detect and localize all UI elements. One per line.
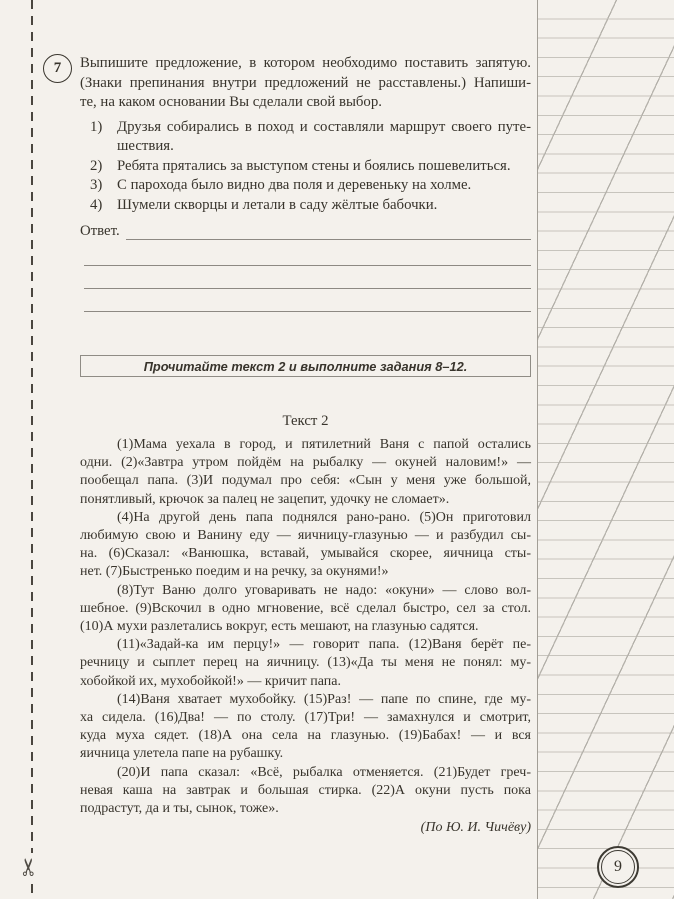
- text-line: (8)Тут Ваню долго уговаривать не надо: «окуни» — слово вол-: [117, 582, 531, 598]
- text-line: (4)На другой день папа поднялся рано-рано. (5)Он приготовил: [117, 509, 531, 525]
- text-line: (Знаки препинания внутри предложений не расставлены.) Напиши-: [80, 74, 531, 91]
- paragraph: [80, 691, 531, 764]
- option-row: [80, 157, 531, 177]
- options-list: [80, 118, 531, 216]
- instruction-box: [80, 355, 531, 377]
- task-prompt: [80, 54, 531, 113]
- text-line: Выпишите предложение, в котором необходимо поставить запятую.: [80, 55, 531, 71]
- text-line: хобойкой их, мухобойкой!» — кричит папа.: [80, 673, 342, 689]
- option-number: 3): [90, 177, 103, 193]
- text-line: те, на каком основании Вы сделали свой выбор.: [80, 94, 382, 110]
- text-line: ха сидела. (16)Два! — по столу. (17)Три! — замахнулся и смотрит,: [80, 710, 531, 726]
- cut-line: [31, 0, 33, 853]
- option-row: [80, 196, 531, 216]
- text-line: (10)А мухи разлетались вокруг, есть мешают, на глазунью садятся.: [80, 619, 479, 635]
- text-line: шебное. (9)Вскочил в одно мгновение, всё сделал быстро, сел за стол.: [80, 600, 531, 616]
- text-line: Ребята прятались за выступом стены и боялись пошевелиться.: [117, 157, 511, 174]
- option-number: 2): [90, 157, 103, 174]
- text-line: подрастут, да и ты, сынок, тоже».: [80, 801, 279, 817]
- option-row: [80, 118, 531, 157]
- cut-line: [31, 884, 33, 899]
- text2-title: Текст 2: [282, 413, 329, 429]
- text-line: С парохода было видно два поля и деревеньку на холме.: [117, 177, 472, 193]
- text-line: любимую свою и Ванину еду — яичницу-глазунью — и разбудил сы-: [80, 528, 531, 544]
- text-line: речницу и сыплет перец на яичницу. (13)«Да ты меня не понял: му-: [80, 655, 531, 671]
- text-line: на. (6)Сказал: «Ванюшка, вставай, умывайся скорее, яичница сты-: [80, 546, 531, 562]
- paragraph: [80, 509, 531, 582]
- answer-label: Ответ.: [80, 223, 120, 239]
- text-line: понятливый, крючок за палец не зацепит, удочку не сломает».: [80, 491, 450, 507]
- paragraph: [80, 582, 531, 637]
- page-number: 9: [614, 858, 622, 875]
- text-line: пообещал папа. (3)И подумал про себя: «Сын у меня уже большой,: [80, 473, 531, 489]
- option-row: [80, 176, 531, 196]
- task-number-badge: [43, 54, 72, 83]
- text-line: шествия.: [117, 138, 174, 154]
- answer-line: [126, 222, 531, 240]
- answer-row: [80, 222, 531, 243]
- text-line: (1)Мама уехала в город, и пятилетний Ваня с папой остались: [117, 437, 531, 452]
- text-line: одни. (2)«Завтра утром пойдём на рыбалку — окуней наловим!» —: [80, 455, 531, 471]
- answer-line: [84, 243, 531, 266]
- scissors-icon: ✂: [15, 856, 44, 878]
- option-text: [117, 157, 531, 177]
- answer-line: [84, 289, 531, 312]
- option-text: [117, 118, 531, 157]
- paragraph: [80, 636, 531, 691]
- text-line: яичница улетела папе на рубашку.: [80, 746, 284, 762]
- option-text: [117, 176, 531, 196]
- instruction-text: Прочитайте текст 2 и выполните задания 8–12.: [143, 358, 468, 374]
- attribution: (По Ю. И. Чичёву): [420, 820, 531, 836]
- option-number: 4): [90, 196, 103, 213]
- text-line: нет. (7)Быстренько поедим и на речку, за окунями!»: [80, 564, 389, 580]
- task-number: 7: [53, 60, 62, 76]
- text2-body: [80, 436, 531, 818]
- text-line: (20)И папа сказал: «Всё, рыбалка отменяется. (21)Будет греч-: [117, 764, 531, 780]
- text-line: Друзья собирались в поход и составляли маршрут своего путе-: [117, 118, 531, 135]
- text-line: (14)Ваня хватает мухобойку. (15)Раз! — папе по спине, где му-: [117, 691, 531, 707]
- paragraph: [80, 764, 531, 819]
- text-line: (11)«Задай-ка им перцу!» — говорит папа. (12)Ваня берёт пе-: [117, 637, 531, 653]
- text-line: Шумели скворцы и летали в саду жёлтые бабочки.: [117, 196, 438, 213]
- answer-lines: [80, 243, 531, 312]
- paragraph: [80, 436, 531, 509]
- text-line: невая каша на завтрак и большая стирка. (22)А окуни пусть пока: [80, 782, 531, 798]
- page-number-badge: [597, 846, 639, 888]
- option-text: [117, 196, 531, 216]
- option-number: 1): [90, 118, 103, 135]
- content-column: [80, 54, 531, 837]
- text-line: куда муха сядет. (18)А она села на глазунью. (19)Бабах! — и вся: [80, 728, 531, 744]
- answer-line: [84, 266, 531, 289]
- ruled-margin: [537, 0, 674, 899]
